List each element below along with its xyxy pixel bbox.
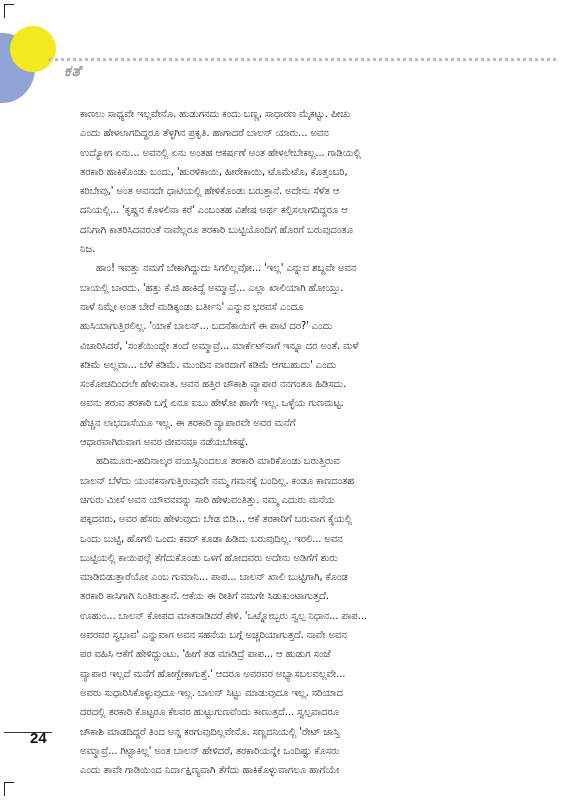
- text-line: ಹಾಂ! ಇವತ್ತು ನಮಗೆ ಬೇಕಾಗಿದ್ದುದು ಸಿಗಲಿಲ್ಲವೋ... 'ಇಲ್ಲ' ಎನ್ನುವ ಶಬ್ದವೇ ಅವನ: [96, 263, 357, 275]
- text-line: ಬಾಲನ್ ಬೆಳೆದು ಯುವಕನಾಗುತ್ತಿರುವುದೇ ನಮ್ಮ ಗಮನಕ್ಕೆ ಬಂದಿಲ್ಲ. ಕಂಡೂ ಕಾಣದಂತಹ: [80, 475, 355, 487]
- text-line: ದನಿಯಲ್ಲಿ... 'ಕೃಷ್ಣನ ಕೊಳಲಿನಾ ಕರೆ' ಎಂಬಂತಹ ವಿಶೇಷ ಅರ್ಥ ಕಲ್ಪಿಸಲಾಗದಿದ್ದರೂ ಆ: [80, 205, 348, 217]
- yellow-circle-decoration: [10, 26, 56, 72]
- text-line: ಬುಟ್ಟಿಯಲ್ಲಿ ಕಾಯಿಪಲ್ಲೆ ತೆಗೆದುಕೊಂಡು ಒಳಗೆ ಹೋದವರು ಅದೇನು ಅಡಿಗೆಗೆ ಶುರು: [80, 552, 338, 564]
- text-line: ಒಂದು ಬುಟ್ಟಿ, ಹೊಗಲಿ ಒಂದು ಕವರ್ ಕೂಡಾ ಹಿಡಿದು ಬರುವುದಿಲ್ಲ. ಇರಲಿ... ಅವನ: [80, 533, 343, 545]
- text-line: ಚೌಕಾಶಿ ಮಾಡದಿದ್ದರೆ ತಿಂದ ಅನ್ನ ಕರಗುವುದಿಲ್ಲವೇನೊ. ಸಣ್ಣದನಿಯಲ್ಲಿ 'ರೇಟ್ ಜಾಸ್ತಿ: [80, 726, 340, 738]
- page-number: 24: [30, 730, 47, 747]
- text-line: ಹದಿಮೂರು-ಹದಿನಾಲ್ಕರ ವಯಸ್ಸಿನಿಂದಲೂ ತರಕಾರಿ ಮಾರಿಕೊಂಡು ಬರುತ್ತಿರುವ: [96, 456, 340, 468]
- text-line: ಅವರವರ ಸ್ವಭಾವ' ಎನ್ನುವಾಗ ಅವನ ಸಹನೆಯ ಬಗ್ಗೆ ಅಚ್ಚರಿಯಾಗುತ್ತದೆ. ನಾವೇ ಅವನ: [80, 630, 347, 642]
- crop-mark-top-h: [4, 4, 14, 5]
- text-line: ಹೆಚ್ಚಿನ ಲಾಭದಾಸೆಯೂ ಇಲ್ಲ. ಈ ತರಕಾರಿ ವ್ಯಾಪಾರವೇ ಅವರ ಮನೆಗೆ: [80, 417, 296, 429]
- text-line: ಉದ್ಯೋಗ ಏನು... ಅವನಲ್ಲಿ ಏನು ಅಂತಹ ಆಕರ್ಷಣೆ ಅಂತ ಹೇಳಲೇಬೇಕಲ್ಲ... ಗಾಡಿಯಲ್ಲಿ: [80, 147, 361, 159]
- text-line: ಹುಸಿಯಾಗುತ್ತಿರಲಿಲ್ಲ. 'ಯಾಕೆ ಬಾಲನ್... ಬದನೆಕಾಯಿಗೆ ಈ ಪಾಟಿ ದರ?' ಎಂದು: [80, 321, 333, 333]
- section-title: ಕತೆ: [64, 62, 82, 80]
- crop-mark-top: [4, 4, 5, 18]
- text-line: ವಿಚಾರಿಸಿದರೆ, 'ಸಂತೆಯಿಂದ್ಲೇ ತಂದೆ ಅಮ್ಮಾವ್ರೆ... ಮಾರ್ಕೆಟ್‌ನಾಗೆ ಇನ್ನೂ ದರ ಅಂತೆ. ಮಳೆ: [80, 340, 359, 352]
- text-line: ವ್ಯಾಪಾರ ಇಲ್ಲದೆ ಮನೆಗೆ ಹೋಗ್ಬೇಕಾಗುತ್ತೆ.' ಆದರೂ ಅವರವರ ಅಭ್ಯಾಸಬಲವಲ್ಲವೇ...: [80, 668, 346, 680]
- text-line: ಕರಿಬೇವು,' ಅಂತ ಅವನದೇ ಧಾಟಿಯಲ್ಲಿ ಹೇಳಿಕೊಂಡು ಬರುತ್ತಾನೆ. ಅದೇನು ಸೆಳೆತ ಆ: [80, 186, 340, 198]
- text-line: ತರಕಾರಿ ಕಾಸಿಗಾಗಿ ನಿಂತಿರುತ್ತಾನೆ. ಆಕೆಯ ಈ ರೀತಿಗೆ ನಮಗೇ ಸಿಡುಕುಂಟಾಗುತ್ತದೆ.: [80, 591, 329, 603]
- text-line: ದನಿಗಾಗಿ ಕಾತರಿಸಿದವರಂತೆ ನಾವೆಲ್ಲರೂ ತರಕಾರಿ ಬುಟ್ಟಿಯೊಂದಿಗೆ ಹೊರಗೆ ಬರುವುದಂತೂ: [80, 224, 353, 236]
- text-line: ನಿಜ.: [80, 244, 96, 256]
- crop-mark-bottom: [4, 782, 5, 796]
- text-line: ಆಧಾರವಾಗಿರುವಾಗ ಅವರ ಜೀವನವೂ ನಡೆಯಬೇಕಷ್ಟೆ.: [80, 437, 248, 449]
- text-line: ಬಾಯಲ್ಲಿ ಬಾರದು. 'ಹತ್ತು ಕೆ.ಜಿ ಹಾಕಿದ್ದೆ ಅಮ್ಮಾವ್ರೆ... ಎಲ್ಲಾ ಖಾಲಿಯಾಗಿ ಹೋಯ್ತು.: [80, 282, 344, 294]
- text-line: ಪರ ವಹಿಸಿ ಆಕೆಗೆ ಹೇಳಿದ್ದುಂಟು. 'ಹೀಗೆ ತಡ ಮಾಡಿದ್ರೆ ಪಾಪ... ಆ ಹುಡುಗ ಸಂಜೆ: [80, 649, 331, 661]
- text-line: ಸಂಕೋಚದಿಂದಲೇ ಹೇಳುವಾತ. ಅವನ ಹತ್ತಿರ ಚೌಕಾಶಿ ವ್ಯಾಪಾರ ನನಗಂತೂ ಹಿಡಿಸದು.: [80, 379, 347, 391]
- text-line: ಅಮ್ಮಾವ್ರೆ... ಗಿಟ್ಟಾಕಿಲ್ಲ' ಅಂತ ಬಾಲನ್ ಹೇಳಿದರೆ, ತರಕಾರಿಯನ್ನೇ ಒಂದಿಷ್ಟು ಕೊಸರು: [80, 745, 340, 757]
- text-line: ಅವರು ಸುಧಾರಿಸಿಕೊಳ್ಳುವುದೂ ಇಲ್ಲ. ಬಾಲನ್ ಸಿಟ್ಟು ಮಾಡುವುದೂ ಇಲ್ಲ. ಸರಿಯಾದ: [80, 687, 343, 699]
- text-line: ಎಂದು ತಾವೇ ಗಾಡಿಯಿಂದ ನಿರ್ದಾಕ್ಷಿಣ್ಯವಾಗಿ ತೆಗೆದು ಹಾಕಿಕೊಳ್ಳುವಾಗಲೂ ಹಾಗೆಯೇ: [80, 765, 340, 777]
- text-line: ತರಕಾರಿ ಹಾಕಿಕೊಂಡು ಬಂದು, 'ಹುರಳಿಕಾಯಿ, ಹೀರೇಕಾಯಿ, ಟೊಮೆಟೊ, ಕೊತ್ತಂಬರಿ,: [80, 166, 348, 178]
- text-line: ಮಾಡಿಬಿಡುತ್ತಾರೆಯೋ ಎಂಬ ಗುಮಾನಿ... ಪಾಪ... ಬಾಲನ್ ಖಾಲಿ ಬುಟ್ಟಿಗಾಗಿ, ಕೊಂಡ: [80, 572, 348, 584]
- crop-mark-bottom-h: [4, 782, 14, 783]
- text-line: ಎಂದು ಹೇಳಲಾಗದಿದ್ದರೂ ತೆಳ್ಳಗಿನ ಪ್ರಕೃತಿ. ಹಾಗಾದರೆ ಬಾಲನ್ ಯಾರು... ಅವನ: [80, 128, 329, 140]
- text-line: ಪಕ್ಕದವರು, ಅವರ ಹೆಸರು ಹೇಳುವುದು ಬೇಡ ಬಿಡಿ... ಆಕೆ ತರಕಾರಿಗೆ ಬರುವಾಗ ಕೈಯಲ್ಲಿ: [80, 514, 353, 526]
- text-line: ಚಿಗುರು ಮೀಸೆ ಅವನ ಯೌವನವನ್ನು ಸಾರಿ ಹೇಳುವಂತಿತ್ತು. ನಮ್ಮ ಎದುರು ಮನೆಯ: [80, 494, 335, 506]
- text-line: ಕಾಣಲು ಸಾಧ್ಯವೇ ಇಲ್ಲವೇನೊ. ಹುಡುಗನದು ಕಂದು ಬಣ್ಣ, ಸಾಧಾರಣ ಮೈಕಟ್ಟು. ಪೀಚು: [80, 109, 351, 120]
- dotted-header-rule: [48, 58, 556, 61]
- text-line: ನಾಳೆ ನಿಮ್ಗೇ ಅಂತ ಬೇರೆ ಮಡಿಕ್ಕಂಡು ಬರ್ತೀನಿ' ಎನ್ನುವ ಭರವಸೆ ಎಂದೂ: [80, 301, 304, 313]
- text-line: ಕಡಿಮೆ ಅಲ್ಲವಾ... ಬೆಳೆ ಕಡಿಮೆ. ಮುಂದಿನ ವಾರದಾಗೆ ಕಡಿಮೆ ಆಗಬಹುದು' ಎಂದು: [80, 359, 337, 371]
- text-line: ದರದಲ್ಲಿ ತರಕಾರಿ ಕೊಟ್ಟರೂ ಕೆಲವರ ಹುಟ್ಟುಗುಣವೆಂದು ಕಾಣುತ್ತದೆ... ಸ್ವಲ್ಪವಾದರೂ: [80, 707, 340, 719]
- story-text: [80, 105, 538, 780]
- text-line: ಊಹುಂ... ಬಾಲನ್ ಕೋಪದ ಮಾತನಾಡಿದರೆ ಕೇಳಿ. 'ಒಟ್ನೋಬ್ಬರು ಸ್ವಲ್ಪ ನಿಧಾನ... ಪಾಪ...: [80, 610, 367, 622]
- text-line: ಅವನು ತರುವ ತರಕಾರಿ ಬಗ್ಗೆ ಏನೂ ಐಬು ಹೇಳೋ ಹಾಗೇ ಇಲ್ಲ. ಒಳ್ಳೆಯ ಗುಣಮಟ್ಟ.: [80, 398, 344, 410]
